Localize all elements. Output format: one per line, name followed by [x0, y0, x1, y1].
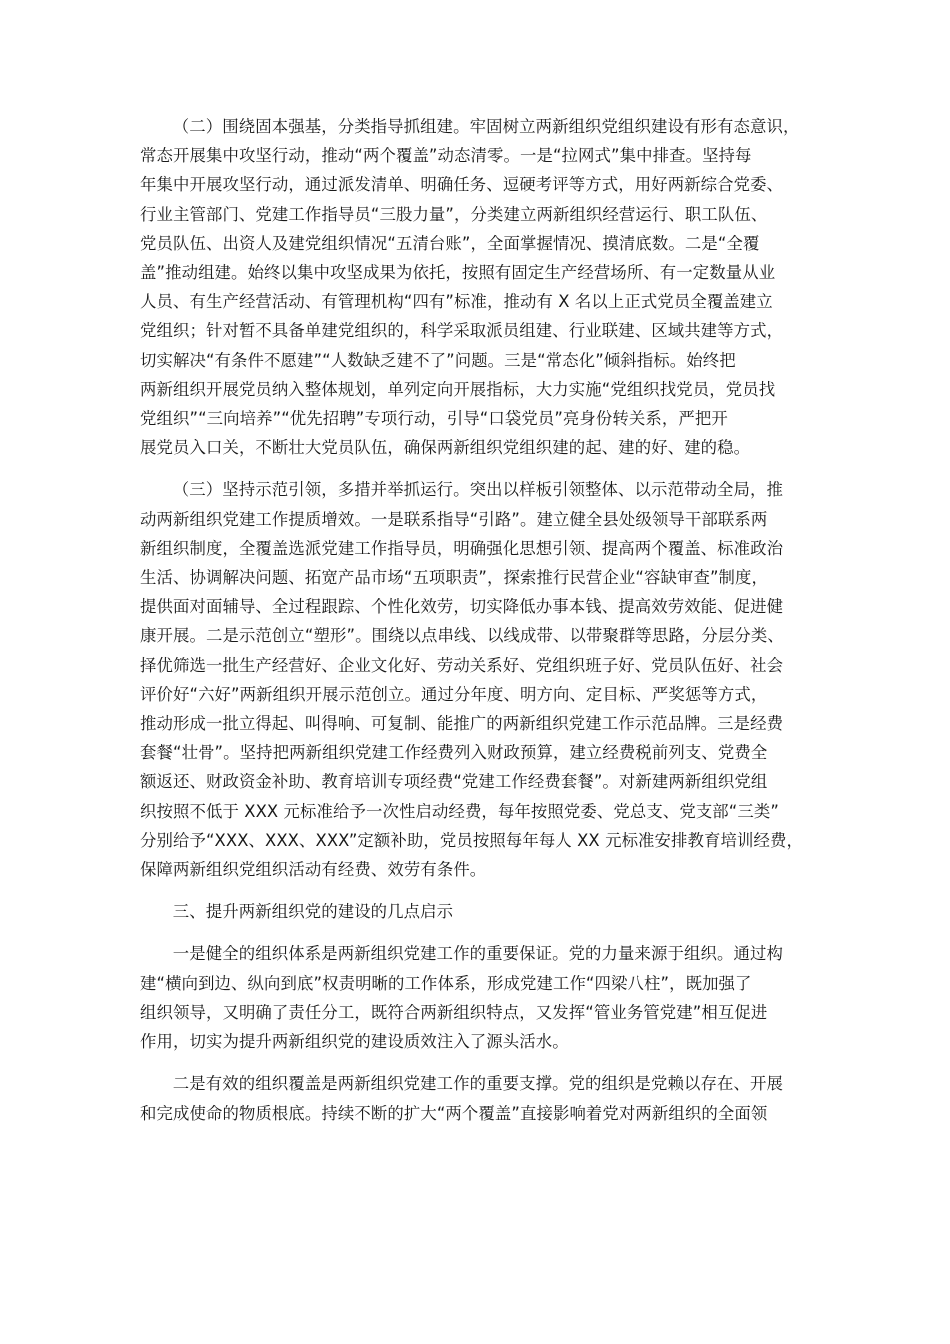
text-line: 动两新组织党建工作提质增效。一是联系指导“引路”。建立健全县处级领导干部联系两: [140, 509, 768, 529]
text-line: 新组织制度，全覆盖选派党建工作指导员，明确强化思想引领、提高两个覆盖、标准政治: [140, 538, 784, 558]
text-line: 二是有效的组织覆盖是两新组织党建工作的重要支撑。党的组织是党赖以存在、开展: [172, 1074, 783, 1094]
paragraph-section-3: [140, 475, 820, 884]
text-line: 择优筛选一批生产经营好、企业文化好、劳动关系好、党组织班子好、党员队伍好、社会: [140, 655, 784, 675]
text-line: （二）围绕固本强基，分类指导抓组建。牢固树立两新组织党组织建设有形有态意识，: [172, 117, 800, 136]
paragraph-insight-2: [140, 1069, 820, 1127]
text-line: 党组织”“三向培养”“优先招聘”专项行动，引导“口袋党员”亮身份转关系，严把开: [140, 409, 728, 429]
text-line: 盖”推动组建。始终以集中攻坚成果为依托，按照有固定生产经营场所、有一定数量从业: [140, 263, 776, 283]
text-line: 一是健全的组织体系是两新组织党建工作的重要保证。党的力量来源于组织。通过构: [172, 944, 783, 964]
text-line: 党员队伍、出资人及建党组织情况“五清台账”，全面掌握情况、摸清底数。二是“全覆: [140, 233, 760, 253]
text-line: 年集中开展攻坚行动，通过派发清单、明确任务、逗硬考评等方式，用好两新综合党委、: [140, 175, 784, 195]
text-line: （三）坚持示范引领，多措并举抓运行。突出以样板引领整体、以示范带动全局，推: [172, 480, 783, 500]
text-line: 作用，切实为提升两新组织党的建设质效注入了源头活水。: [140, 1032, 569, 1052]
text-line: 保障两新组织党组织活动有经费、效劳有条件。: [140, 860, 487, 880]
text-line: 生活、协调解决问题、拓宽产品市场“五项职责”，探索推行民营企业“容缺审查”制度，: [140, 568, 769, 588]
paragraph-insight-1: [140, 939, 820, 1056]
text-line: 两新组织开展党员纳入整体规划，单列定向开展指标，大力实施“党组织找党员，党员找: [140, 379, 776, 399]
text-line: 党组织；针对暂不具备单建党组织的，科学采取派员组建、行业联建、区域共建等方式，: [140, 321, 784, 341]
text-line: 切实解决“有条件不愿建”“人数缺乏建不了”问题。三是“常态化”倾斜指标。始终把: [140, 350, 736, 370]
text-line: 评价好“六好”两新组织开展示范创立。通过分年度、明方向、定目标、严奖惩等方式，: [140, 684, 768, 704]
text-line: 额返还、财政资金补助、教育培训专项经费“党建工作经费套餐”。对新建两新组织党组: [140, 772, 768, 792]
text-line: 和完成使命的物质根底。持续不断的扩大“两个覆盖”直接影响着党对两新组织的全面领: [140, 1103, 768, 1123]
text-line: 织按照不低于 XXX 元标准给予一次性启动经费，每年按照党委、党总支、党支部“三类”: [140, 801, 779, 821]
text-line: 建“横向到边、纵向到底”权责明晰的工作体系，形成党建工作“四梁八柱”，既加强了: [140, 973, 752, 993]
text-line: 展党员入口关，不断壮大党员队伍，确保两新组织党组织建的起、建的好、建的稳。: [140, 438, 751, 458]
text-line: 人员、有生产经营活动、有管理机构“四有”标准，推动有 X 名以上正式党员全覆盖建立: [140, 292, 773, 312]
text-line: 提供面对面辅导、全过程跟踪、个性化效劳，切实降低办事本钱、提高效劳效能、促进健: [140, 597, 784, 617]
text-line: 常态开展集中攻坚行动，推动“两个覆盖”动态清零。一是“拉网式”集中排查。坚持每: [140, 146, 752, 166]
document-body: [140, 112, 820, 1141]
text-line: 行业主管部门、党建工作指导员“三股力量”，分类建立两新组织经营运行、职工队伍、: [140, 204, 768, 224]
text-line: 分别给予“XXX、XXX、XXX”定额补助，党员按照每年每人 XX 元标准安排教育培训经费，: [140, 830, 803, 850]
text-line: 康开展。二是示范创立“塑形”。围绕以点串线、以线成带、以带聚群等思路，分层分类、: [140, 626, 784, 646]
section-heading: 三、提升两新组织党的建设的几点启示: [172, 902, 454, 922]
text-line: 套餐“壮骨”。坚持把两新组织党建工作经费列入财政预算，建立经费税前列支、党费全: [140, 743, 768, 763]
paragraph-section-2: [140, 112, 820, 462]
text-line: 组织领导，又明确了责任分工，既符合两新组织特点，又发挥“管业务管党建”相互促进: [140, 1002, 768, 1022]
text-line: 推动形成一批立得起、叫得响、可复制、能推广的两新组织党建工作示范品牌。三是经费: [140, 714, 784, 734]
